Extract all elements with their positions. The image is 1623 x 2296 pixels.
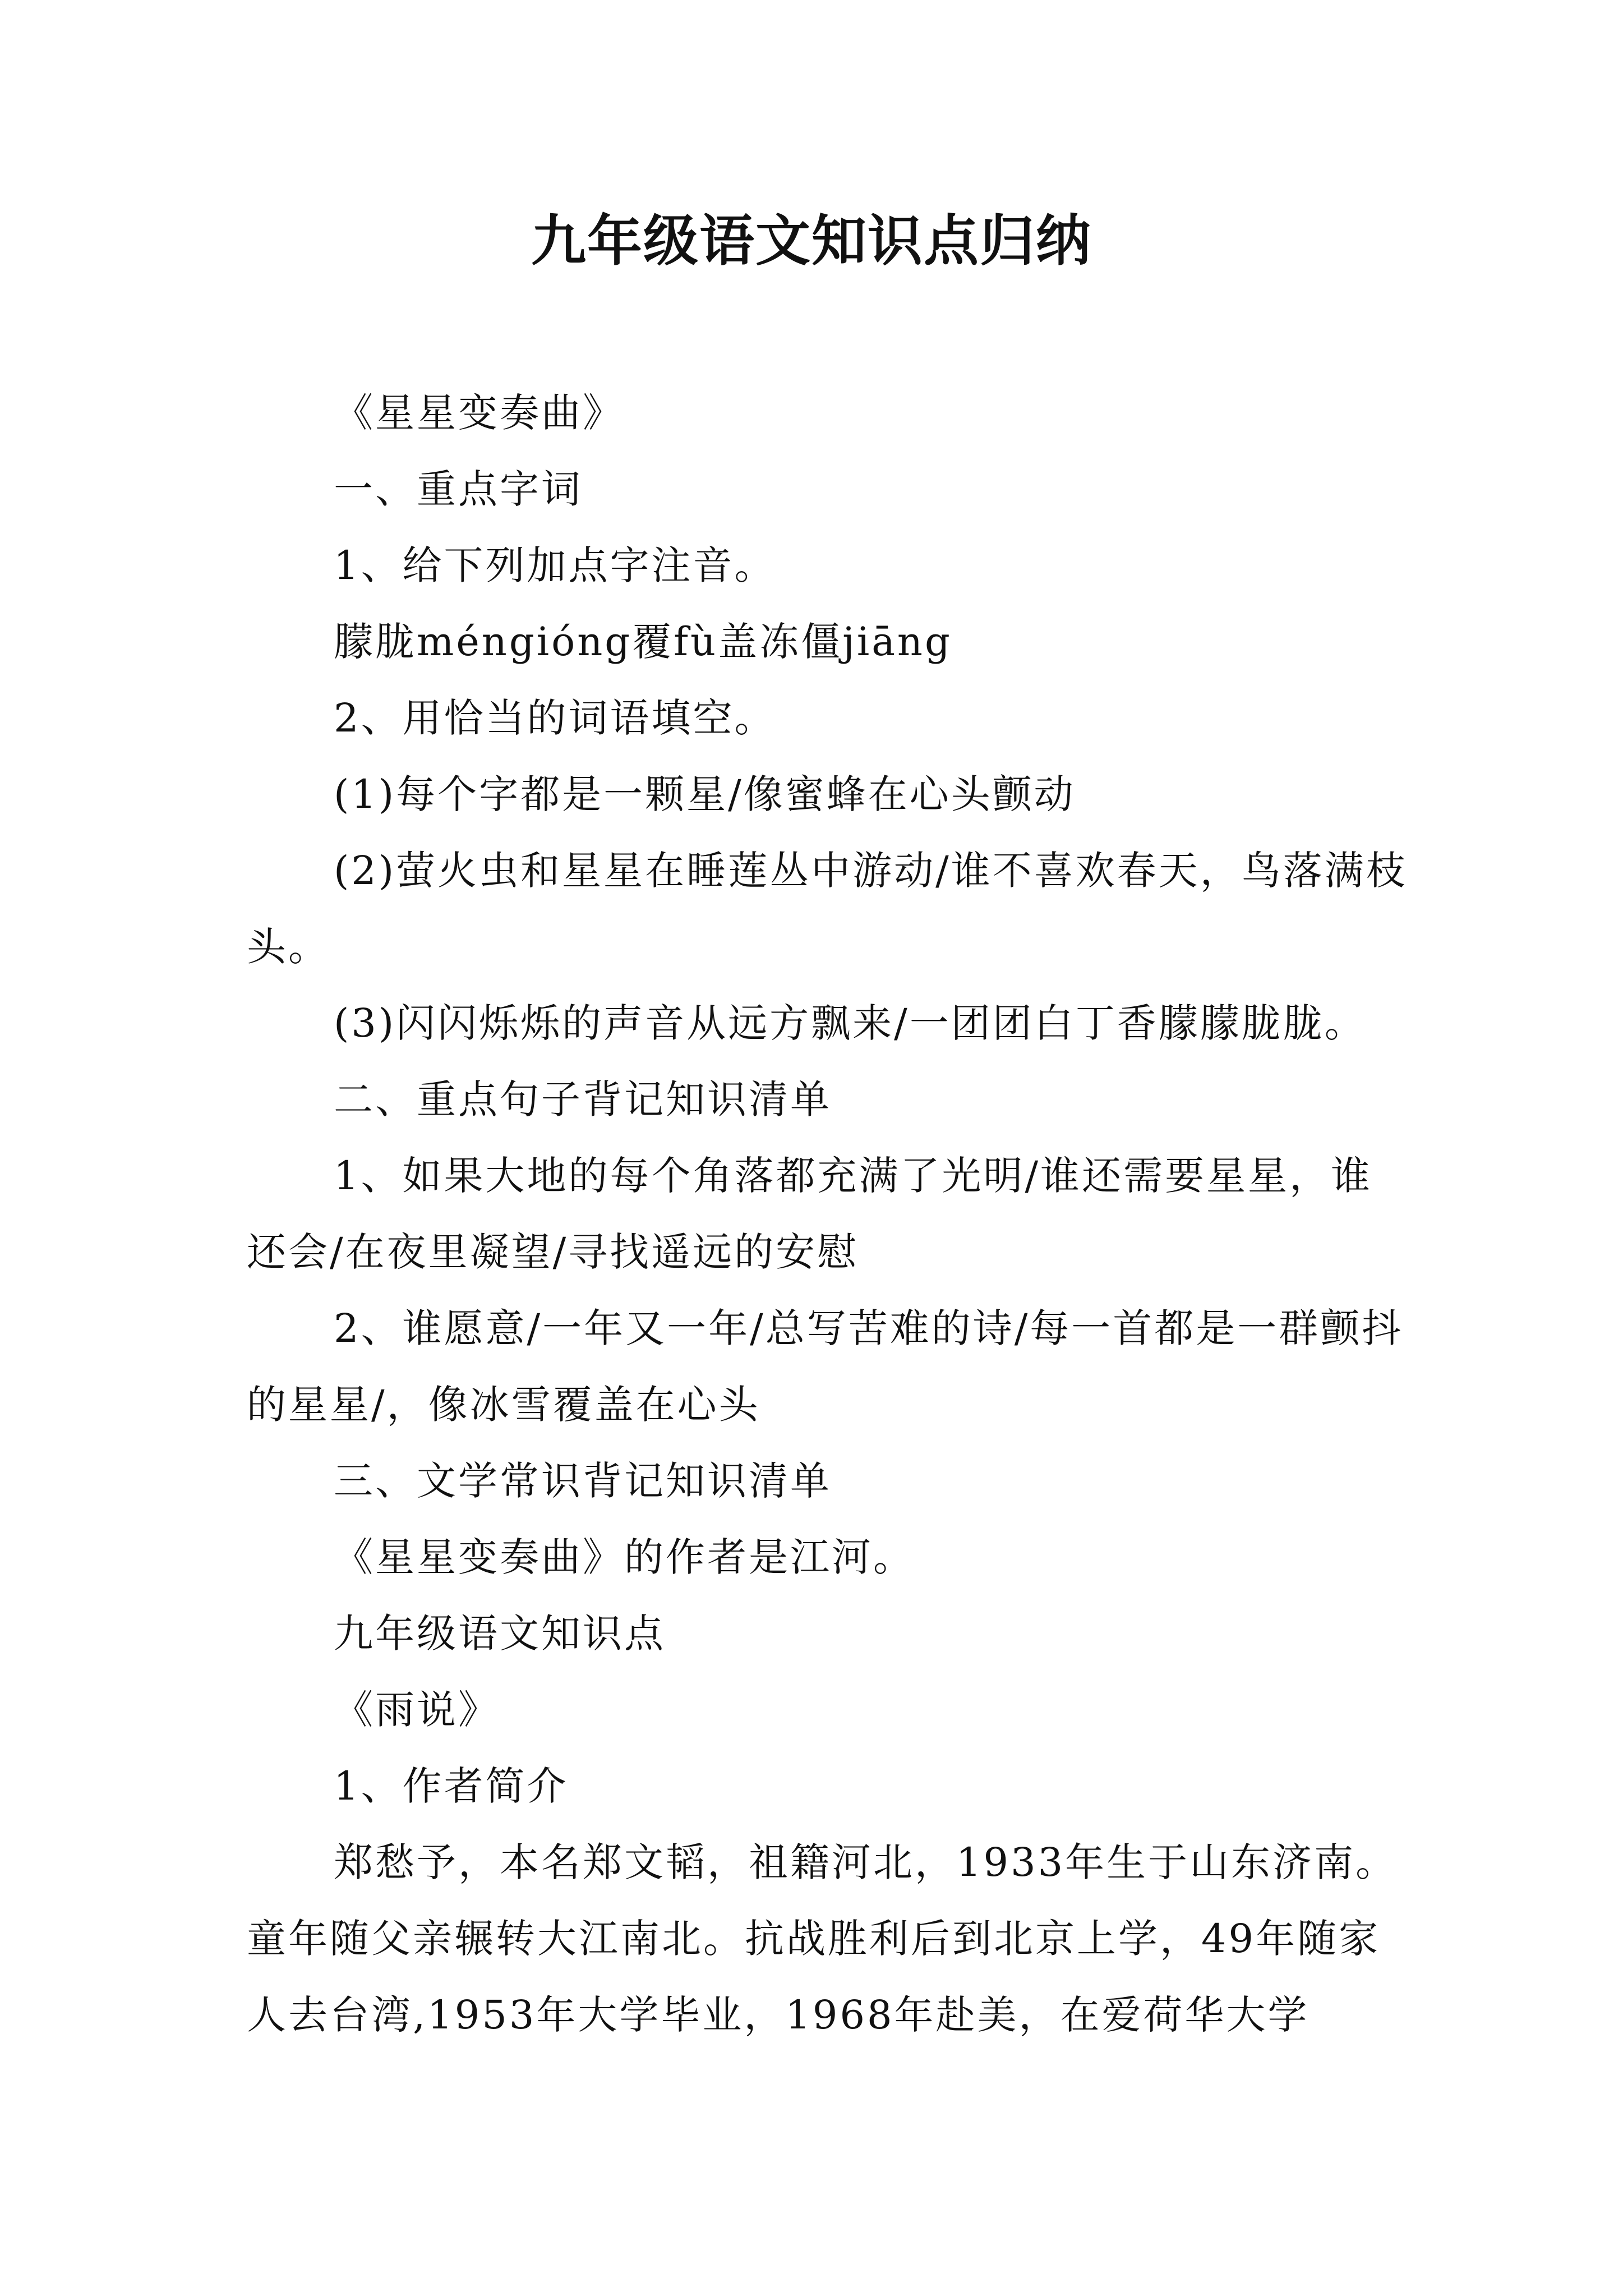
fill-item-1: (1)每个字都是一颗星/像蜜蜂在心头颤动 <box>334 771 1076 817</box>
document-title: 九年级语文知识点归纳 <box>531 209 1092 273</box>
section-heading-xingxing: 《星星变奏曲》 <box>334 390 624 436</box>
document-body <box>247 375 1408 2053</box>
subheading-author-intro: 1、作者简介 <box>334 1763 569 1809</box>
fill-item-3: (3)闪闪烁烁的声音从远方飘来/一团团白丁香朦朦胧胧。 <box>334 1000 1366 1046</box>
pinyin-answers: 朦胧méngióng覆fù盖冻僵jiāng <box>334 619 952 665</box>
subheading-literature: 三、文学常识背记知识清单 <box>334 1458 832 1504</box>
literature-author: 《星星变奏曲》的作者是江河。 <box>334 1534 915 1580</box>
author-intro-text: 郑愁予，本名郑文韬，祖籍河北，1933年生于山东济南。童年随父亲辗转大江南北。抗战胜利后到北京上学，49年随家人去台湾,1953年大学毕业，1968年赴美，在爱荷华大学 <box>247 1839 1398 2038</box>
question-pinyin: 1、给下列加点字注音。 <box>334 542 776 588</box>
subheading-key-words: 一、重点字词 <box>334 466 583 512</box>
section-heading-yushuo: 《雨说》 <box>334 1687 500 1733</box>
question-fill-words: 2、用恰当的词语填空。 <box>334 695 776 741</box>
subheading-key-sentences: 二、重点句子背记知识清单 <box>334 1076 832 1122</box>
sentence-item-1: 1、如果大地的每个角落都充满了光明/谁还需要星星，谁还会/在夜里凝望/寻找遥远的安慰 <box>247 1153 1373 1275</box>
section-heading-knowledge: 九年级语文知识点 <box>334 1611 666 1657</box>
fill-item-2: (2)萤火虫和星星在睡莲丛中游动/谁不喜欢春天，鸟落满枝头。 <box>247 848 1408 970</box>
sentence-item-2: 2、谁愿意/一年又一年/总写苦难的诗/每一首都是一群颤抖的星星/，像冰雪覆盖在心头 <box>247 1305 1404 1428</box>
